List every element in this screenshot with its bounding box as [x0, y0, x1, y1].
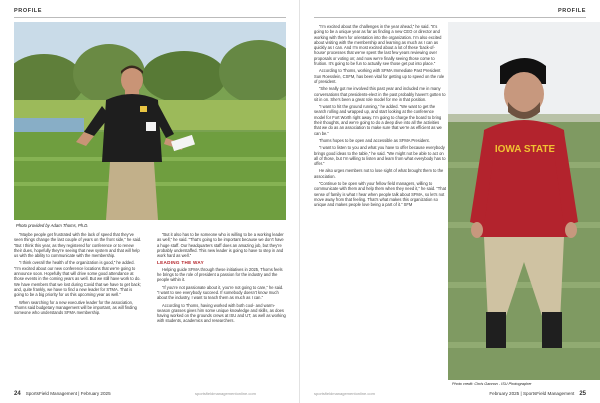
section-header-left: PROFILE — [14, 8, 43, 14]
paragraph: According to Thoms, working with SFMA Immediate Past President Sun Roesslein, CSFM, has been vital for getting up to speed on the role of president. — [314, 68, 445, 84]
left-photo — [14, 22, 286, 220]
left-column-2 — [157, 232, 286, 326]
right-photo-credit: Photo credit: Chris Gannon - ISU Photographer — [452, 382, 532, 386]
footer-url-left: sportsfieldmanagementonline.com — [195, 391, 256, 396]
photo-man-speaking-outdoors — [14, 22, 286, 220]
left-photo-credit: Photo provided by Adam Thoms, Ph.D. — [16, 223, 89, 228]
left-column-1 — [14, 232, 142, 317]
paragraph: “I want to listen to you and what you have to offer because everybody brings good ideas to the table,” he said. “We might not be able to act on all of those, but I’m willing to listen and learn from what everybody has to offer.” — [314, 145, 446, 167]
footer-url-right: sportsfieldmanagementonline.com — [314, 391, 375, 396]
paragraph: “Continue to be open with your fellow field managers, willing to communicate with them and help them when they need it,” he said. “That sense of family is what I hear when people talk about SFMA, so let’s not move away from that feeling. That’s what makes this organization so unique and makes people love being a part of it.” SFM — [314, 181, 446, 208]
paragraph: Helping guide SFMA through these initiatives in 2025, Thoms feels he brings to the role of president a passion for the industry and the people within it. — [157, 266, 283, 283]
paragraph: When searching for a new executive leader for the association, Thoms said budgetary management will be important, as will finding someone who understands SFMA membership. — [14, 299, 137, 316]
section-heading: LEADING THE WAY — [157, 260, 204, 266]
header-rule-right — [314, 17, 586, 18]
right-column — [314, 24, 446, 210]
footer-left — [14, 391, 111, 397]
paragraph: “Maybe people get frustrated with the lack of speed that they’ve seen things change the last couple of years on the front side,” he said. “But I think this year, as they registered for conference or to renew their dues, hopefully they’re seeing that new system and that will help us with the ability to communicate with the membership. — [14, 232, 142, 259]
section-header-right: PROFILE — [557, 8, 586, 14]
paragraph: He also urges members not to lose sight of what brought them to the association. — [314, 168, 444, 179]
page-number: 25 — [579, 391, 586, 397]
paragraph: “But it also has to be someone who is willing to be a working leader as well,” he said. “That’s going to be important because we don’t have a huge staff. Our headquarters staff does an amazing job, but they’re probably understaffed. This new leader is going to have to step in and work hard as well.” — [157, 232, 284, 259]
paragraph: “She really got me involved this past year and included me in many conversations that presidents-elect in the past probably haven’t gotten to sit in on. She’s been a great role model for me in that position. — [314, 86, 446, 102]
paragraph: “I think overall the health of the organization is good,” he added. “I’m excited about our new conference locations that we’re going to announce soon. Hopefully that will drive some good attendance at those events in the coming years as well. But we still have work to do. We have members that we lost during Covid that we have to get back; and, quite frankly, we have to find a new leader for STMA. That is going to be a big priority for us this upcoming year as well.” — [14, 260, 141, 298]
shirt-text: IOWA STATE — [494, 144, 556, 155]
page-number: 24 — [14, 391, 21, 397]
paragraph: “I want to hit the ground running,” he added. “We want to get the search rolling and wrapped up, and start looking at the conference model for Fort Worth right away. I’m going to charge the board to bring their thoughts, and we’re going to do a deep dive into all the activities that we do as an association to make sure that we’re as efficient as we can be.” — [314, 104, 442, 136]
paragraph: According to Thoms, having worked with both cool- and warm-season grasses gives him some unique knowledge and skills, as does having worked on the grounds crews at ISU and UT, as well as working with students, academics and researchers. — [157, 302, 286, 324]
right-page — [300, 0, 600, 403]
right-photo — [448, 22, 600, 380]
paragraph: “If you’re not passionate about it, you’re not going to care,” he said. “I want to see everybody succeed. If somebody doesn’t know much about the industry, I want to teach them as much as I can.” — [157, 284, 284, 301]
publication-info: February 2025 | SportsField Management — [489, 391, 575, 396]
paragraph: “I’m excited about the challenges in the year ahead,” he said. “It’s going to be a unique year as far as finding a new CEO or director and working with them for orientation into the organization. I’m also excited about visiting with the membership and learning as much as I can as quickly as I can. And I’m most excited about a lot of these ‘back-of-house’ processes that we’ve spent the last few years reviewing over proposals or voting on; and now we’re finally seeing those come to fruition. It’s going to be fun to actually see those get put into place.” — [314, 24, 442, 67]
paragraph: Thoms hopes to be open and accessible as SFMA President. — [319, 137, 430, 143]
publication-info: SportsField Management | February 2025 — [25, 391, 111, 396]
header-rule-left — [14, 17, 286, 18]
footer-right — [489, 391, 586, 397]
photo-man-iowa-state — [448, 22, 600, 380]
